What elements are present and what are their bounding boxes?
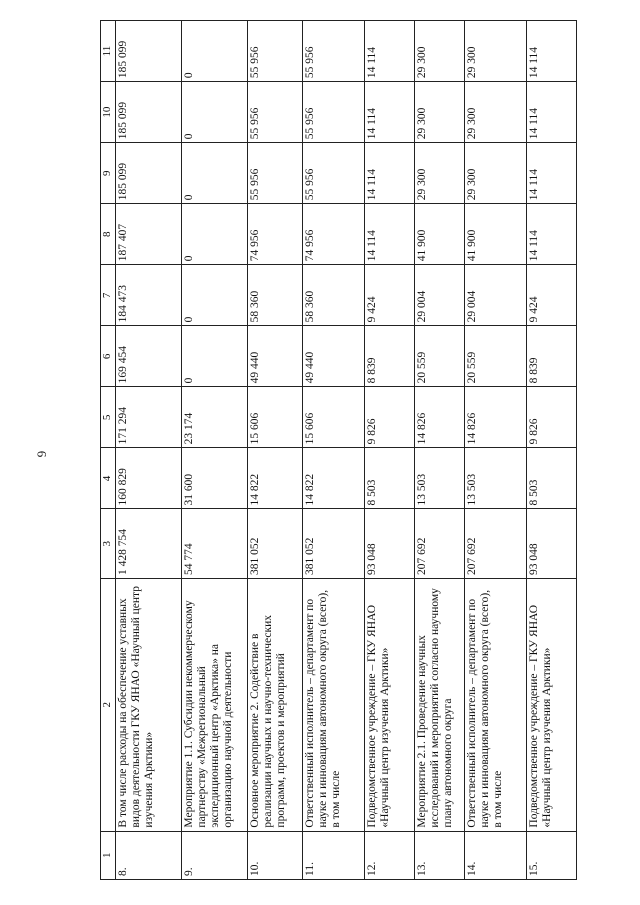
row-description: Мероприятие 1.1. Субсидии некоммерческому партнерству «Межрегиональный экспедиционный центр «Арктика» на организацию научной деятельности: [182, 578, 248, 831]
table-row: [415, 21, 465, 880]
value-cell: 8 839: [365, 326, 415, 387]
row-number: 13.: [415, 831, 465, 879]
column-header: 11: [101, 21, 116, 82]
value-cell: 14 114: [527, 21, 577, 82]
column-header: 7: [101, 265, 116, 326]
row-number: 10.: [248, 831, 303, 879]
column-header: 2: [101, 578, 116, 831]
value-cell: 185 099: [116, 21, 182, 82]
table-row: [365, 21, 415, 880]
page-number: 6: [34, 450, 50, 458]
value-cell: 54 774: [182, 509, 248, 578]
value-cell: 55 956: [303, 82, 365, 143]
value-cell: 207 692: [415, 509, 465, 578]
column-header: 1: [101, 831, 116, 879]
value-cell: 58 360: [248, 265, 303, 326]
value-cell: 55 956: [248, 82, 303, 143]
budget-table-container: [100, 20, 553, 880]
value-cell: 14 114: [365, 21, 415, 82]
value-cell: 8 503: [365, 448, 415, 509]
value-cell: 29 300: [465, 143, 527, 204]
value-cell: 20 559: [465, 326, 527, 387]
table-row: [465, 21, 527, 880]
column-header: 9: [101, 143, 116, 204]
value-cell: 49 440: [248, 326, 303, 387]
value-cell: 29 300: [415, 21, 465, 82]
value-cell: 55 956: [303, 143, 365, 204]
value-cell: 207 692: [465, 509, 527, 578]
column-header: 3: [101, 509, 116, 578]
value-cell: 381 052: [303, 509, 365, 578]
value-cell: 13 503: [465, 448, 527, 509]
value-cell: 55 956: [248, 143, 303, 204]
value-cell: 0: [182, 265, 248, 326]
row-description: Основное мероприятие 2. Содействие в реализации научных и научно-технических программ, проектов и мероприятий: [248, 578, 303, 831]
column-header: 4: [101, 448, 116, 509]
value-cell: 184 473: [116, 265, 182, 326]
column-header: 8: [101, 204, 116, 265]
value-cell: 185 099: [116, 82, 182, 143]
value-cell: 171 294: [116, 387, 182, 448]
value-cell: 55 956: [248, 21, 303, 82]
value-cell: 14 826: [465, 387, 527, 448]
value-cell: 29 300: [415, 82, 465, 143]
value-cell: 93 048: [527, 509, 577, 578]
value-cell: 185 099: [116, 143, 182, 204]
value-cell: 15 606: [303, 387, 365, 448]
value-cell: 14 114: [365, 143, 415, 204]
value-cell: 29 300: [465, 21, 527, 82]
row-description: Ответственный исполнитель – департамент по науке и инновациям автономного округа (всего), в том числе: [465, 578, 527, 831]
value-cell: 14 114: [527, 82, 577, 143]
row-number: 8.: [116, 831, 182, 879]
row-number: 11.: [303, 831, 365, 879]
value-cell: 20 559: [415, 326, 465, 387]
value-cell: 14 114: [365, 82, 415, 143]
value-cell: 55 956: [303, 21, 365, 82]
column-header: 6: [101, 326, 116, 387]
value-cell: 74 956: [248, 204, 303, 265]
value-cell: 13 503: [415, 448, 465, 509]
table-row: [527, 21, 577, 880]
value-cell: 0: [182, 82, 248, 143]
value-cell: 169 454: [116, 326, 182, 387]
row-description: В том числе расходы на обеспечение уставных видов деятельности ГКУ ЯНАО «Научный центр изучения Арктики»: [116, 578, 182, 831]
value-cell: 14 114: [527, 143, 577, 204]
value-cell: 9 826: [527, 387, 577, 448]
value-cell: 0: [182, 326, 248, 387]
row-number: 9.: [182, 831, 248, 879]
value-cell: 49 440: [303, 326, 365, 387]
row-description: Мероприятие 2.1. Проведение научных исследований и мероприятий согласно научному плану автономного округа: [415, 578, 465, 831]
value-cell: 14 114: [365, 204, 415, 265]
value-cell: 58 360: [303, 265, 365, 326]
table-body: [116, 21, 577, 880]
value-cell: 9 424: [365, 265, 415, 326]
value-cell: 93 048: [365, 509, 415, 578]
value-cell: 9 826: [365, 387, 415, 448]
value-cell: 0: [182, 143, 248, 204]
header-row: [101, 21, 116, 880]
value-cell: 0: [182, 204, 248, 265]
value-cell: 14 822: [303, 448, 365, 509]
value-cell: 187 407: [116, 204, 182, 265]
value-cell: 0: [182, 21, 248, 82]
value-cell: 74 956: [303, 204, 365, 265]
value-cell: 160 829: [116, 448, 182, 509]
column-header: 10: [101, 82, 116, 143]
value-cell: 23 174: [182, 387, 248, 448]
value-cell: 14 114: [527, 204, 577, 265]
value-cell: 29 004: [465, 265, 527, 326]
value-cell: 14 822: [248, 448, 303, 509]
value-cell: 31 600: [182, 448, 248, 509]
value-cell: 8 503: [527, 448, 577, 509]
row-description: Ответственный исполнитель – департамент по науке и инновациям автономного округа (всего), в том числе: [303, 578, 365, 831]
table-row: [116, 21, 182, 880]
value-cell: 9 424: [527, 265, 577, 326]
value-cell: 1 428 754: [116, 509, 182, 578]
value-cell: 8 839: [527, 326, 577, 387]
row-description: Подведомственное учреждение – ГКУ ЯНАО «Научный центр изучения Арктики»: [527, 578, 577, 831]
value-cell: 41 900: [415, 204, 465, 265]
value-cell: 41 900: [465, 204, 527, 265]
budget-table: [100, 20, 577, 880]
row-number: 12.: [365, 831, 415, 879]
value-cell: 15 606: [248, 387, 303, 448]
value-cell: 381 052: [248, 509, 303, 578]
row-number: 15.: [527, 831, 577, 879]
column-header: 5: [101, 387, 116, 448]
row-number: 14.: [465, 831, 527, 879]
table-row: [303, 21, 365, 880]
row-description: Подведомственное учреждение – ГКУ ЯНАО «Научный центр изучения Арктики»: [365, 578, 415, 831]
table-row: [248, 21, 303, 880]
value-cell: 29 300: [415, 143, 465, 204]
value-cell: 29 300: [465, 82, 527, 143]
table-row: [182, 21, 248, 880]
value-cell: 29 004: [415, 265, 465, 326]
value-cell: 14 826: [415, 387, 465, 448]
